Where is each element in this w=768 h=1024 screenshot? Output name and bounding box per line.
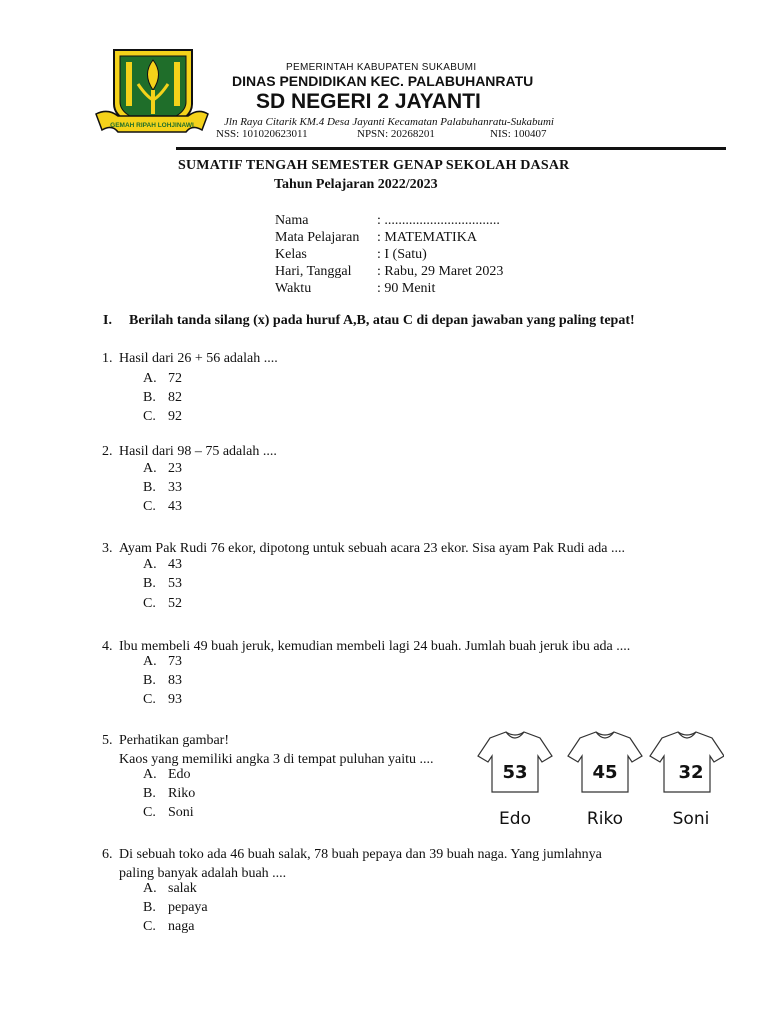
shirt-name-edo: Edo	[499, 809, 531, 829]
school-district-logo	[94, 44, 210, 140]
shirts-illustration	[474, 724, 724, 830]
nss: NSS: 101020623011	[216, 128, 308, 140]
shirt-name-soni: Soni	[672, 809, 710, 829]
header-divider	[176, 147, 726, 150]
q3-option-a[interactable]: A. 43	[143, 557, 182, 572]
info-row-name: Nama : .................................	[275, 213, 500, 228]
office-name: DINAS PENDIDIKAN KEC. PALABUHANRATU	[232, 73, 534, 89]
shirt-name-riko: Riko	[586, 809, 624, 829]
q6-option-b[interactable]: B. pepaya	[143, 900, 208, 915]
section-instruction: I. Berilah tanda silang (x) pada huruf A,B, atau C di depan jawaban yang paling tepat!	[103, 313, 635, 328]
info-row-date: Hari, Tanggal : Rabu, 29 Maret 2023	[275, 264, 504, 279]
question-2: 2. Hasil dari 98 – 75 adalah ....	[102, 444, 277, 459]
logo-motto: GEMAH RIPAH LOHJINAWI	[110, 122, 194, 129]
q6-option-a[interactable]: A. salak	[143, 881, 197, 896]
q1-option-a[interactable]: A. 72	[143, 371, 182, 386]
q2-option-b[interactable]: B. 33	[143, 480, 182, 495]
q1-option-b[interactable]: B. 82	[143, 390, 182, 405]
exam-title: SUMATIF TENGAH SEMESTER GENAP SEKOLAH DASAR	[178, 158, 570, 173]
exam-year: Tahun Pelajaran 2022/2023	[274, 177, 438, 192]
question-5: 5. Perhatikan gambar! Kaos yang memiliki angka 3 di tempat puluhan yaitu ....	[102, 733, 434, 767]
q3-option-b[interactable]: B. 53	[143, 576, 182, 591]
info-row-class: Kelas : I (Satu)	[275, 247, 427, 262]
shirt-number-edo: 53	[502, 762, 528, 783]
q1-option-c[interactable]: C. 92	[143, 409, 182, 424]
question-6: 6. Di sebuah toko ada 46 buah salak, 78 buah pepaya dan 39 buah naga. Yang jumlahnya paling banyak adalah buah ....	[102, 847, 602, 881]
q3-option-c[interactable]: C. 52	[143, 596, 182, 611]
q4-option-a[interactable]: A. 73	[143, 654, 182, 669]
question-4: 4. Ibu membeli 49 buah jeruk, kemudian membeli lagi 24 buah. Jumlah buah jeruk ibu ada ....	[102, 639, 631, 654]
q5-option-c[interactable]: C. Soni	[143, 805, 194, 820]
info-row-subject: Mata Pelajaran : MATEMATIKA	[275, 230, 477, 245]
shirt-number-soni: 32	[678, 762, 704, 783]
q2-option-c[interactable]: C. 43	[143, 499, 182, 514]
shirt-riko	[568, 732, 642, 792]
q5-option-a[interactable]: A. Edo	[143, 767, 191, 782]
government-name: PEMERINTAH KABUPATEN SUKABUMI	[286, 62, 477, 73]
nis: NIS: 100407	[490, 128, 547, 140]
q4-option-c[interactable]: C. 93	[143, 692, 182, 707]
question-3: 3. Ayam Pak Rudi 76 ekor, dipotong untuk sebuah acara 23 ekor. Sisa ayam Pak Rudi ada ....	[102, 541, 625, 556]
student-info	[275, 212, 503, 297]
npsn: NPSN: 20268201	[357, 128, 435, 140]
q4-option-b[interactable]: B. 83	[143, 673, 182, 688]
shirt-soni	[650, 732, 724, 792]
school-address: Jln Raya Citarik KM.4 Desa Jayanti Kecamatan Palabuhanratu-Sukabumi	[224, 116, 554, 128]
shirt-number-riko: 45	[592, 762, 618, 783]
school-ids	[216, 128, 547, 140]
shirt-edo	[478, 732, 552, 792]
question-1: 1. Hasil dari 26 + 56 adalah ....	[102, 351, 278, 366]
school-name: SD NEGERI 2 JAYANTI	[256, 90, 481, 113]
q2-option-a[interactable]: A. 23	[143, 461, 182, 476]
q5-option-b[interactable]: B. Riko	[143, 786, 196, 801]
info-row-time: Waktu : 90 Menit	[275, 281, 436, 296]
q6-option-c[interactable]: C. naga	[143, 919, 195, 934]
